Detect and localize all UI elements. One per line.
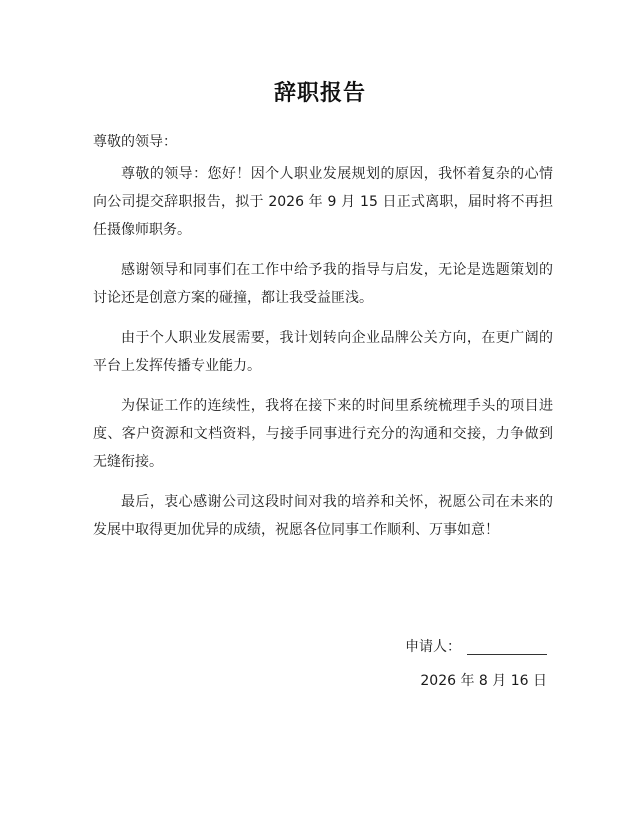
signature-blank: [467, 636, 547, 655]
paragraph-handover: 为保证工作的连续性，我将在接下来的时间里系统梳理手头的项目进度、客户资源和文档资料，与接手同事进行充分的沟通和交接，力争做到无缝衔接。: [93, 398, 553, 470]
paragraph-closing: 最后，衷心感谢公司这段时间对我的培养和关怀，祝愿公司在未来的发展中取得更加优异的成绩，祝愿各位同事工作顺利、万事如意！: [93, 494, 553, 538]
applicant-line: [405, 633, 547, 661]
salutation: 尊敬的领导：: [93, 134, 177, 150]
body-paragraphs: [93, 160, 553, 556]
applicant-label: 申请人：: [405, 639, 461, 655]
paragraph-thanks: 感谢领导和同事们在工作中给予我的指导与启发，无论是选题策划的讨论还是创意方案的碰撞，都让我受益匪浅。: [93, 262, 553, 306]
document-title: 辞职报告: [273, 81, 366, 106]
paragraph-reason: 由于个人职业发展需要，我计划转向企业品牌公关方向，在更广阔的平台上发挥传播专业能力。: [93, 330, 553, 374]
signature-block: [405, 633, 547, 695]
paragraph-greeting: 尊敬的领导：您好！因个人职业发展规划的原因，我怀着复杂的心情向公司提交辞职报告，拟于 2026 年 9 月 15 日正式离职，届时将不再担任摄像师职务。: [93, 166, 553, 238]
date-line: 2026 年 8 月 16 日: [420, 673, 547, 689]
